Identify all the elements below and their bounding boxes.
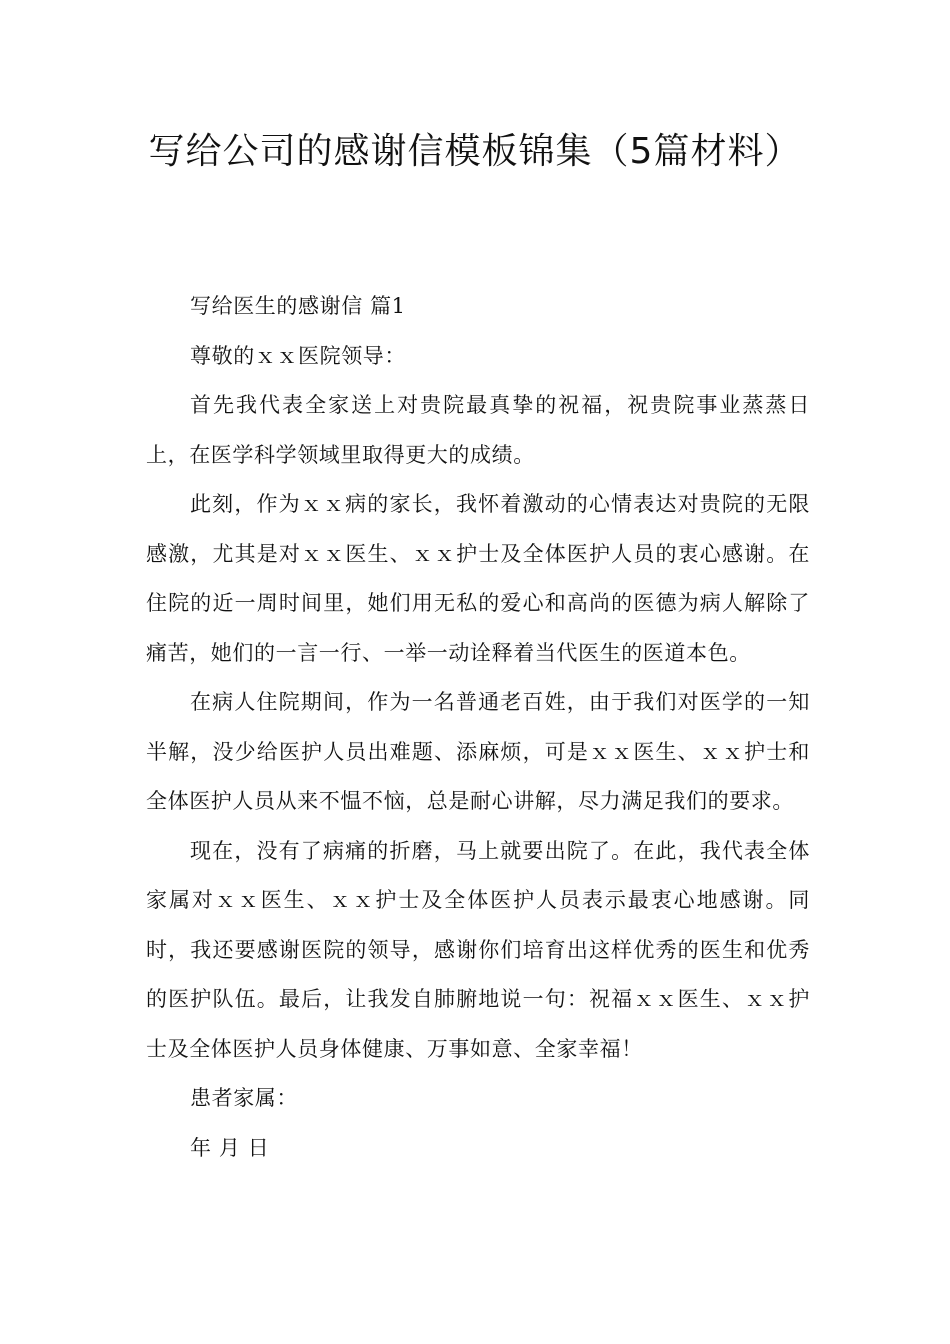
document-title: 写给公司的感谢信模板锦集（5篇材料） <box>148 131 802 172</box>
body-paragraph: 此刻，作为ｘｘ病的家长，我怀着激动的心情表达对贵院的无限感激，尤其是对ｘｘ医生、ｘｘ护士及全体医护人员的衷心感谢。在住院的近一周时间里，她们用无私的爱心和高尚的医德为病人解除了痛苦，她们的一言一行、一举一动诠释着当代医生的医道本色。 <box>146 492 810 665</box>
body-paragraph: 在病人住院期间，作为一名普通老百姓，由于我们对医学的一知半解，没少给医护人员出难题、添麻烦，可是ｘｘ医生、ｘｘ护士和全体医护人员从来不愠不恼，总是耐心讲解，尽力满足我们的要求。 <box>146 690 810 813</box>
signature: 患者家属： <box>190 1086 298 1110</box>
salutation: 尊敬的ｘｘ医院领导： <box>190 343 406 368</box>
section-heading: 写给医生的感谢信 篇1 <box>190 294 406 318</box>
body-paragraph: 首先我代表全家送上对贵院最真挚的祝福，祝贵院事业蒸蒸日上，在医学科学领域里取得更大的成绩。 <box>146 393 810 467</box>
document-body <box>146 282 810 1173</box>
date-line: 年 月 日 <box>190 1135 270 1160</box>
body-paragraph: 现在，没有了病痛的折磨，马上就要出院了。在此，我代表全体家属对ｘｘ医生、ｘｘ护士及全体医护人员表示最衷心地感谢。同时，我还要感谢医院的领导，感谢你们培育出这样优秀的医生和优秀的医护队伍。最后，让我发自肺腑地说一句：祝福ｘｘ医生、ｘｘ护士及全体医护人员身体健康、万事如意、全家幸福！ <box>146 838 810 1061</box>
